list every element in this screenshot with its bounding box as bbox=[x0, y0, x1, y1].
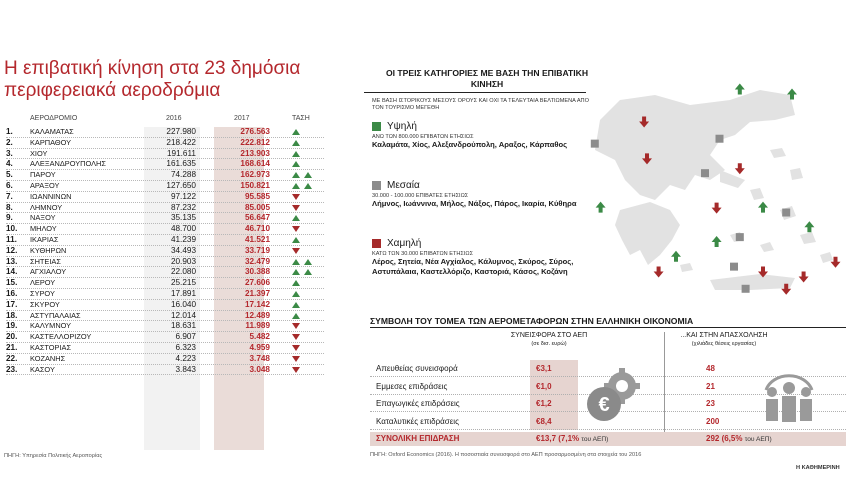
row-value-2017: 41.521 bbox=[244, 234, 270, 244]
jobs-column-header bbox=[664, 332, 784, 348]
arrow-down-icon bbox=[292, 248, 300, 254]
euro-gear-icon bbox=[584, 366, 644, 426]
publisher-logo: Η ΚΑΘΗΜΕΡΙΝΗ bbox=[796, 465, 840, 471]
row-trend bbox=[284, 365, 320, 375]
row-value-2017: 85.005 bbox=[244, 202, 270, 212]
row-value-2016: 22.080 bbox=[170, 267, 196, 277]
row-value-2017: 11.989 bbox=[245, 321, 270, 331]
arrow-up-icon bbox=[292, 161, 300, 167]
contribution-label: Καταλυτικές επιδράσεις bbox=[376, 416, 459, 426]
table-row bbox=[6, 267, 324, 278]
map-arrow-down-icon bbox=[712, 203, 722, 214]
row-trend bbox=[284, 203, 320, 213]
row-value-2017: 162.973 bbox=[240, 170, 270, 180]
row-airport-name: ΚΟΖΑΝΗΣ bbox=[30, 353, 66, 363]
row-value-2016: 4.223 bbox=[175, 353, 196, 363]
contribution-jobs: 200 bbox=[706, 416, 720, 426]
row-trend bbox=[284, 235, 320, 245]
row-trend bbox=[284, 332, 320, 342]
table-row bbox=[6, 278, 324, 289]
row-value-2017: 168.614 bbox=[240, 159, 270, 169]
table-source: ΠΗΓΗ: Υπηρεσία Πολιτικής Αεροπορίας bbox=[4, 453, 103, 459]
arrow-up-icon bbox=[292, 291, 300, 297]
contribution-rule bbox=[370, 327, 846, 328]
table-row bbox=[6, 138, 324, 149]
row-rank: 4. bbox=[6, 159, 13, 169]
contribution-gdp: €3,1 bbox=[536, 364, 552, 373]
contribution-source: ΠΗΓΗ: Oxford Economics (2016). Η ποσοστιαία συνεισφορά στο ΑΕΠ προσαρμοσμένη στα στοιχεία του 2016 bbox=[370, 452, 642, 458]
row-value-2017: 56.647 bbox=[244, 213, 270, 223]
row-airport-name: ΛΕΡΟΥ bbox=[30, 278, 56, 288]
red-square-icon bbox=[372, 239, 381, 248]
arrow-up-icon bbox=[292, 313, 300, 319]
category-low-list: Λέρος, Σητεία, Νέα Αγχίαλος, Κάλυμνος, Σκύρος, Σύρος, Αστυπάλαια, Καστελλόριζο, Καστοριά, Κάσος, Κοζάνη bbox=[372, 257, 574, 276]
map-land bbox=[595, 90, 833, 290]
header-airport: ΑΕΡΟΔΡΟΜΙΟ bbox=[30, 115, 78, 122]
gdp-column-unit: (σε δισ. ευρώ) bbox=[531, 341, 567, 347]
row-airport-name: ΚΑΣΤΟΡΙΑΣ bbox=[30, 342, 72, 352]
row-airport-name: ΚΥΘΗΡΩΝ bbox=[30, 245, 67, 255]
row-value-2016: 3.843 bbox=[175, 364, 196, 374]
row-airport-name: ΑΡΑΞΟΥ bbox=[30, 180, 60, 190]
arrow-up-icon bbox=[292, 269, 300, 275]
contribution-label: Επαγωγικές επιδράσεις bbox=[376, 399, 460, 408]
row-airport-name: ΠΑΡΟΥ bbox=[30, 170, 56, 180]
contribution-gdp: €1,2 bbox=[536, 399, 552, 408]
row-value-2017: 27.606 bbox=[244, 278, 270, 288]
table-row bbox=[6, 149, 324, 160]
table-row bbox=[6, 365, 324, 376]
arrow-down-icon bbox=[292, 205, 300, 211]
table-row bbox=[6, 246, 324, 257]
category-medium-list: Λήμνος, Ιωάννινα, Μήλος, Νάξος, Πάρος, Ικαρία, Κύθηρα bbox=[372, 199, 577, 208]
row-rank: 7. bbox=[6, 191, 13, 201]
row-rank: 16. bbox=[6, 288, 18, 298]
row-trend bbox=[284, 321, 320, 331]
row-rank: 2. bbox=[6, 137, 13, 147]
row-value-2017: 12.489 bbox=[244, 310, 270, 320]
row-airport-name: ΑΣΤΥΠΑΛΑΙΑΣ bbox=[30, 310, 81, 320]
row-trend bbox=[284, 213, 320, 223]
arrow-up-icon bbox=[292, 172, 300, 178]
row-value-2016: 218.422 bbox=[166, 137, 196, 147]
arrow-down-icon bbox=[292, 367, 300, 373]
row-value-2016: 191.611 bbox=[167, 148, 196, 158]
category-medium-label: Μεσαία bbox=[387, 180, 420, 191]
row-rank: 17. bbox=[6, 299, 18, 309]
row-value-2016: 161.635 bbox=[166, 159, 196, 169]
row-value-2016: 48.700 bbox=[170, 224, 196, 234]
row-rank: 12. bbox=[6, 245, 18, 255]
table-row bbox=[6, 311, 324, 322]
arrow-up-icon bbox=[292, 280, 300, 286]
row-trend bbox=[284, 170, 320, 180]
map-arrow-up-icon bbox=[735, 84, 745, 95]
table-row bbox=[6, 224, 324, 235]
row-airport-name: ΑΓΧΙΑΛΟΥ bbox=[30, 267, 67, 277]
row-airport-name: ΚΑΛΑΜΑΤΑΣ bbox=[30, 127, 74, 136]
arrow-up-icon bbox=[292, 129, 300, 135]
row-trend bbox=[284, 354, 320, 364]
row-value-2017: 33.719 bbox=[244, 245, 270, 255]
row-airport-name: ΜΗΛΟΥ bbox=[30, 224, 57, 234]
row-airport-name: ΣΚΥΡΟΥ bbox=[30, 299, 60, 309]
table-row bbox=[6, 127, 324, 138]
row-trend bbox=[284, 246, 320, 256]
map-arrow-up-icon bbox=[596, 202, 606, 213]
row-value-2016: 6.907 bbox=[175, 332, 196, 342]
row-value-2016: 18.631 bbox=[170, 321, 196, 331]
greece-map bbox=[560, 60, 848, 306]
row-trend bbox=[284, 289, 320, 299]
total-gdp-value: €13,7 (7,1% bbox=[536, 434, 580, 443]
row-rank: 20. bbox=[6, 332, 18, 342]
category-high-label: Υψηλή bbox=[387, 121, 417, 132]
contribution-gdp: €8,4 bbox=[536, 416, 552, 426]
category-high-list: Καλαμάτα, Χίος, Αλεξανδρούπολη, Αραξος, Κάρπαθος bbox=[372, 140, 568, 149]
total-row bbox=[370, 432, 846, 446]
arrow-up-icon bbox=[292, 237, 300, 243]
arrow-down-icon bbox=[292, 334, 300, 340]
arrow-up-icon bbox=[292, 140, 300, 146]
row-trend bbox=[284, 149, 320, 159]
row-airport-name: ΚΑΡΠΑΘΟΥ bbox=[30, 137, 72, 147]
row-trend bbox=[284, 311, 320, 321]
arrow-down-icon bbox=[292, 345, 300, 351]
table-row bbox=[6, 213, 324, 224]
map-arrow-down-icon bbox=[654, 267, 664, 278]
row-value-2017: 21.397 bbox=[244, 288, 270, 298]
row-rank: 21. bbox=[6, 342, 18, 352]
categories-title: ΟΙ ΤΡΕΙΣ ΚΑΤΗΓΟΡΙΕΣ ΜΕ ΒΑΣΗ ΤΗΝ ΕΠΙΒΑΤΙΚΗ ΚΙΝΗΣΗ bbox=[385, 68, 589, 89]
row-value-2017: 5.482 bbox=[249, 332, 270, 342]
table-row bbox=[6, 321, 324, 332]
row-airport-name: ΣΗΤΕΙΑΣ bbox=[30, 256, 61, 266]
row-value-2017: 95.585 bbox=[244, 191, 270, 201]
row-trend bbox=[284, 257, 320, 267]
row-rank: 11. bbox=[6, 234, 17, 244]
map-arrow-up-icon bbox=[758, 202, 768, 213]
row-rank: 6. bbox=[6, 180, 13, 190]
row-value-2016: 227.980 bbox=[166, 127, 196, 136]
airport-table bbox=[6, 127, 324, 375]
row-rank: 1. bbox=[6, 127, 13, 136]
row-airport-name: ΚΑΛΥΜΝΟΥ bbox=[30, 321, 72, 331]
row-trend bbox=[284, 300, 320, 310]
row-value-2016: 25.215 bbox=[170, 278, 196, 288]
header-trend: ΤΑΣΗ bbox=[292, 115, 310, 122]
row-trend bbox=[284, 127, 320, 137]
total-gdp-suffix: του ΑΕΠ) bbox=[581, 436, 609, 443]
contribution-label: Εμμεσες επιδράσεις bbox=[376, 381, 448, 391]
arrow-down-icon bbox=[292, 226, 300, 232]
row-value-2016: 6.323 bbox=[175, 342, 196, 352]
row-airport-name: ΛΗΜΝΟΥ bbox=[30, 202, 63, 212]
arrow-up-icon bbox=[304, 269, 312, 275]
map-arrow-down-icon bbox=[799, 271, 809, 282]
row-airport-name: ΑΛΕΞΑΝΔΡΟΥΠΟΛΗΣ bbox=[30, 159, 106, 169]
row-rank: 3. bbox=[6, 148, 13, 158]
table-row bbox=[6, 343, 324, 354]
arrow-up-icon bbox=[292, 302, 300, 308]
table-row bbox=[6, 257, 324, 268]
row-value-2016: 34.493 bbox=[170, 245, 196, 255]
row-airport-name: ΣΥΡΟΥ bbox=[30, 288, 55, 298]
row-value-2016: 35.135 bbox=[170, 213, 196, 223]
row-airport-name: ΚΑΣΤΕΛΛΟΡΙΖΟΥ bbox=[30, 332, 92, 342]
row-value-2017: 150.821 bbox=[240, 180, 270, 190]
category-low-label: Χαμηλή bbox=[387, 238, 422, 249]
arrow-down-icon bbox=[292, 194, 300, 200]
row-value-2017: 30.388 bbox=[244, 267, 270, 277]
row-value-2016: 17.891 bbox=[170, 288, 196, 298]
row-rank: 5. bbox=[6, 170, 13, 180]
header-2016: 2016 bbox=[166, 115, 182, 122]
row-rank: 23. bbox=[6, 364, 18, 374]
total-jobs-value: 292 (6,5% bbox=[706, 434, 743, 443]
row-value-2016: 74.288 bbox=[170, 170, 196, 180]
map-arrow-down-icon bbox=[735, 163, 745, 174]
row-airport-name: ΙΚΑΡΙΑΣ bbox=[30, 234, 59, 244]
map-marker-medium bbox=[591, 140, 599, 148]
arrow-up-icon bbox=[292, 215, 300, 221]
row-rank: 13. bbox=[6, 256, 18, 266]
table-row bbox=[6, 192, 324, 203]
total-label: ΣΥΝΟΛΙΚΗ ΕΠΙΔΡΑΣΗ bbox=[376, 434, 460, 443]
category-low bbox=[372, 238, 582, 277]
row-value-2017: 3.048 bbox=[249, 364, 270, 374]
row-value-2016: 41.239 bbox=[170, 234, 196, 244]
table-row bbox=[6, 300, 324, 311]
row-value-2016: 97.122 bbox=[170, 191, 196, 201]
category-high bbox=[372, 121, 582, 150]
row-value-2016: 12.014 bbox=[170, 310, 196, 320]
map-arrow-up-icon bbox=[671, 251, 681, 262]
row-trend bbox=[284, 192, 320, 202]
title-rule bbox=[364, 92, 586, 93]
row-trend bbox=[284, 343, 320, 353]
map-marker-medium bbox=[701, 169, 709, 177]
map-arrow-up-icon bbox=[804, 221, 814, 232]
gdp-column-label: ΣΥΝΕΙΣΦΟΡΑ ΣΤΟ ΑΕΠ bbox=[510, 332, 588, 339]
row-rank: 10. bbox=[6, 224, 18, 234]
jobs-column-unit: (χιλιάδες θέσεις εργασίας) bbox=[691, 341, 757, 347]
row-value-2017: 222.812 bbox=[240, 137, 270, 147]
row-trend bbox=[284, 138, 320, 148]
map-marker-medium bbox=[742, 285, 750, 293]
row-value-2017: 4.959 bbox=[249, 342, 270, 352]
row-value-2017: 46.710 bbox=[244, 224, 270, 234]
map-marker-medium bbox=[736, 233, 744, 241]
table-row bbox=[6, 170, 324, 181]
table-row bbox=[6, 181, 324, 192]
table-row bbox=[6, 203, 324, 214]
row-trend bbox=[284, 224, 320, 234]
row-trend bbox=[284, 159, 320, 169]
row-value-2017: 276.563 bbox=[240, 127, 270, 136]
categories-subtitle: ΜΕ ΒΑΣΗ ΙΣΤΟΡΙΚΟΥΣ ΜΕΣΟΥΣ ΟΡΟΥΣ ΚΑΙ ΟΧΙ ΤΑ ΤΕΛΕΥΤΑΙΑ ΒΕΛΤΙΩΜΕΝΑ ΑΠΟ ΤΟΝ ΤΟΥΡΙΣΜΟ ΜΕΓΕΘΗ bbox=[372, 98, 589, 111]
svg-text:€: € bbox=[598, 394, 610, 416]
contribution-jobs: 48 bbox=[706, 364, 715, 373]
arrow-down-icon bbox=[292, 356, 300, 362]
arrow-up-icon bbox=[292, 259, 300, 265]
contribution-gdp: €1,0 bbox=[536, 381, 552, 391]
table-row bbox=[6, 332, 324, 343]
row-trend bbox=[284, 267, 320, 277]
row-rank: 22. bbox=[6, 353, 18, 363]
row-airport-name: ΧΙΟΥ bbox=[30, 148, 48, 158]
gray-square-icon bbox=[372, 181, 381, 190]
map-marker-medium bbox=[782, 209, 790, 217]
category-medium-threshold: 30.000 - 100.000 ΕΠΙΒΑΤΕΣ ΕΤΗΣΙΩΣ bbox=[372, 193, 469, 199]
header-2017: 2017 bbox=[234, 115, 250, 122]
row-value-2017: 3.748 bbox=[249, 353, 270, 363]
contribution-label: Απευθείας συνεισφορά bbox=[376, 364, 458, 373]
green-square-icon bbox=[372, 122, 381, 131]
total-jobs bbox=[706, 432, 772, 447]
arrow-down-icon bbox=[292, 323, 300, 329]
row-value-2017: 17.142 bbox=[244, 299, 270, 309]
row-rank: 9. bbox=[6, 213, 13, 223]
map-marker-medium bbox=[716, 135, 724, 143]
category-low-threshold: ΚΑΤΩ ΤΩΝ 30.000 ΕΠΙΒΑΤΩΝ ΕΤΗΣΙΩΣ bbox=[372, 251, 474, 257]
arrow-up-icon bbox=[304, 172, 312, 178]
category-medium bbox=[372, 180, 582, 209]
table-row bbox=[6, 159, 324, 170]
table-header bbox=[6, 113, 324, 127]
contribution-title: ΣΥΜΒΟΛΗ ΤΟΥ ΤΟΜΕΑ ΤΩΝ ΑΕΡΟΜΕΤΑΦΟΡΩΝ ΣΤΗΝ ΕΛΛΗΝΙΚΗ ΟΙΚΟΝΟΜΙΑ bbox=[370, 316, 694, 326]
page-title: Η επιβατική κίνηση στα 23 δημόσια περιφερειακά αεροδρόμια bbox=[4, 58, 301, 101]
arrow-up-icon bbox=[304, 259, 312, 265]
arrow-up-icon bbox=[292, 151, 300, 157]
jobs-column-label: ...ΚΑΙ ΣΤΗΝ ΑΠΑΣΧΟΛΗΣΗ bbox=[680, 332, 768, 339]
total-jobs-suffix: του ΑΕΠ) bbox=[744, 436, 772, 443]
people-icon bbox=[756, 372, 822, 422]
row-trend bbox=[284, 181, 320, 191]
table-row bbox=[6, 289, 324, 300]
row-value-2016: 87.232 bbox=[170, 202, 196, 212]
row-airport-name: ΝΑΞΟΥ bbox=[30, 213, 56, 223]
row-trend bbox=[284, 278, 320, 288]
row-rank: 18. bbox=[6, 310, 18, 320]
map-marker-medium bbox=[730, 263, 738, 271]
table-row bbox=[6, 354, 324, 365]
contribution-jobs: 23 bbox=[706, 399, 715, 408]
row-airport-name: ΙΩΑΝΝΙΝΩΝ bbox=[30, 191, 72, 201]
row-value-2016: 20.903 bbox=[170, 256, 196, 266]
arrow-up-icon bbox=[292, 183, 300, 189]
contribution-jobs: 21 bbox=[706, 381, 715, 391]
row-rank: 14. bbox=[6, 267, 18, 277]
row-rank: 19. bbox=[6, 321, 18, 331]
total-gdp bbox=[536, 432, 608, 447]
row-value-2016: 16.040 bbox=[170, 299, 196, 309]
gdp-column-header bbox=[494, 332, 604, 348]
row-value-2017: 32.479 bbox=[244, 256, 270, 266]
category-high-threshold: ΑΝΩ ΤΩΝ 800.000 ΕΠΙΒΑΤΩΝ ΕΤΗΣΙΩΣ bbox=[372, 134, 474, 140]
table-row bbox=[6, 235, 324, 246]
row-value-2017: 213.903 bbox=[240, 148, 270, 158]
arrow-up-icon bbox=[304, 183, 312, 189]
row-rank: 8. bbox=[6, 202, 13, 212]
row-airport-name: ΚΑΣΟΥ bbox=[30, 364, 55, 374]
row-value-2016: 127.650 bbox=[166, 180, 196, 190]
map-arrow-up-icon bbox=[712, 236, 722, 247]
row-rank: 15. bbox=[6, 278, 18, 288]
